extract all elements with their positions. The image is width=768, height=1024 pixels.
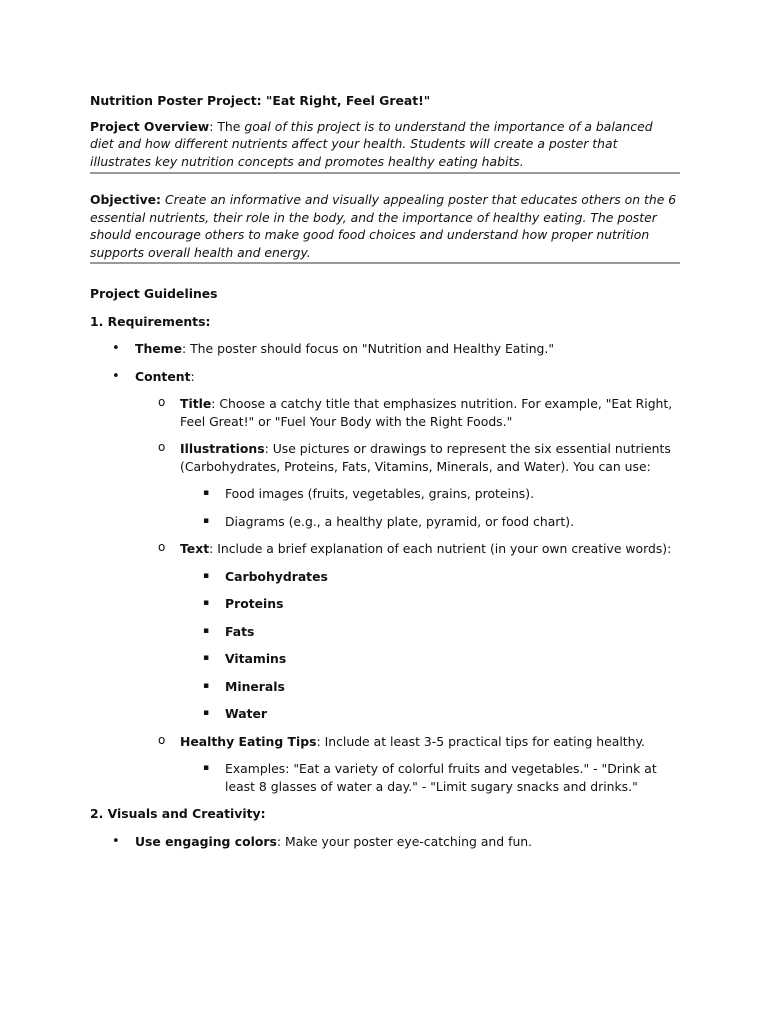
tips-example: Examples: "Eat a variety of colorful fruits and vegetables." - "Drink at least 8 glasses of water a day." - "Limit sugary snacks and drinks." (225, 761, 657, 794)
list-item (90, 678, 680, 696)
overview-label: Project Overview (90, 118, 210, 134)
requirements-heading: 1. Requirements: (90, 313, 211, 329)
objective-label: Objective: (90, 192, 162, 207)
illustration-item: Diagrams (e.g., a healthy plate, pyramid, or food chart). (225, 513, 575, 529)
circle-marker: o (158, 395, 166, 409)
bullet-marker: • (112, 368, 120, 384)
list-item (90, 623, 680, 641)
content-colon: : (190, 368, 195, 384)
tips-sublist (180, 760, 680, 795)
list-item-content (90, 368, 680, 796)
list-item (90, 485, 680, 503)
colors-label: Use engaging colors (135, 833, 277, 849)
title-item-text: : Choose a catchy title that emphasizes nutrition. For example, "Eat Right, Feel Great!" or "Fuel Your Body with the Right Foods." (180, 396, 673, 429)
nutrient-item: Water (225, 706, 268, 721)
square-marker: ▪ (203, 708, 210, 718)
content-sublist (135, 395, 680, 795)
objective-text: Create an informative and visually appealing poster that educates others on the 6 essential nutrients, their role in the body, and the importance of healthy eating. The poster should encourage others to make good food choices and understand how proper nutrition supports overall health and energy. (90, 192, 677, 260)
list-item (90, 650, 680, 668)
list-item (90, 760, 680, 795)
visuals-list (90, 833, 680, 851)
bullet-marker: • (112, 833, 120, 849)
list-item-title (90, 395, 680, 430)
document-page (90, 92, 680, 850)
illustrations-label: Illustrations (180, 441, 265, 456)
visuals-heading: 2. Visuals and Creativity: (90, 806, 266, 821)
square-marker: ▪ (203, 763, 210, 773)
circle-marker: o (158, 540, 166, 554)
objective (90, 191, 680, 261)
text-label: Text (180, 541, 210, 556)
square-marker: ▪ (203, 653, 210, 663)
guidelines-heading: Project Guidelines (90, 286, 218, 301)
nutrients-sublist (180, 568, 680, 723)
nutrient-item: Vitamins (225, 651, 287, 666)
list-item (90, 513, 680, 531)
bullet-marker: • (112, 341, 120, 356)
square-marker: ▪ (203, 515, 210, 526)
square-marker: ▪ (203, 680, 210, 691)
square-marker: ▪ (203, 570, 210, 581)
nutrient-item: Minerals (225, 678, 285, 694)
title-item-label: Title (180, 396, 212, 411)
square-marker: ▪ (203, 598, 210, 608)
content-label: Content (135, 368, 191, 384)
list-item-colors (90, 833, 680, 851)
text-text: : Include a brief explanation of each nutrient (in your own creative words): (209, 541, 672, 556)
list-item (90, 705, 680, 723)
list-item-text (90, 540, 680, 723)
theme-text: : The poster should focus on "Nutrition and Healthy Eating." (182, 341, 555, 356)
list-item (90, 568, 680, 586)
colors-text: : Make your poster eye-catching and fun. (276, 833, 533, 849)
illustrations-text: : Use pictures or drawings to represent the six essential nutrients (Carbohydrates, Proteins, Fats, Vitamins, Minerals, and Water). You can use: (180, 441, 671, 474)
project-overview (90, 118, 680, 171)
circle-marker: o (158, 732, 166, 747)
illustration-item: Food images (fruits, vegetables, grains, proteins). (225, 486, 535, 501)
overview-colon: : The (209, 118, 245, 134)
nutrient-item: Fats (225, 623, 255, 639)
list-item-tips (90, 733, 680, 796)
requirements-list (90, 340, 680, 795)
theme-label: Theme (135, 341, 182, 356)
square-marker: ▪ (203, 625, 210, 636)
circle-marker: o (158, 440, 166, 454)
list-item-illustrations (90, 440, 680, 530)
illustrations-sublist (180, 485, 680, 530)
overview-text: goal of this project is to understand the importance of a balanced diet and how different nutrients affect your health. Students will create a poster that illustrates key nutrition concepts and promotes healthy eating habits. (90, 118, 653, 169)
tips-label: Healthy Eating Tips (180, 733, 317, 749)
document-title: Nutrition Poster Project: "Eat Right, Feel Great!" (90, 93, 431, 108)
square-marker: ▪ (203, 488, 210, 498)
tips-text: : Include at least 3-5 practical tips for eating healthy. (316, 733, 645, 749)
list-item (90, 595, 680, 613)
horizontal-rule (90, 262, 680, 264)
nutrient-item: Carbohydrates (225, 568, 328, 584)
nutrient-item: Proteins (225, 596, 284, 611)
list-item-theme (90, 340, 680, 358)
horizontal-rule (90, 172, 680, 174)
